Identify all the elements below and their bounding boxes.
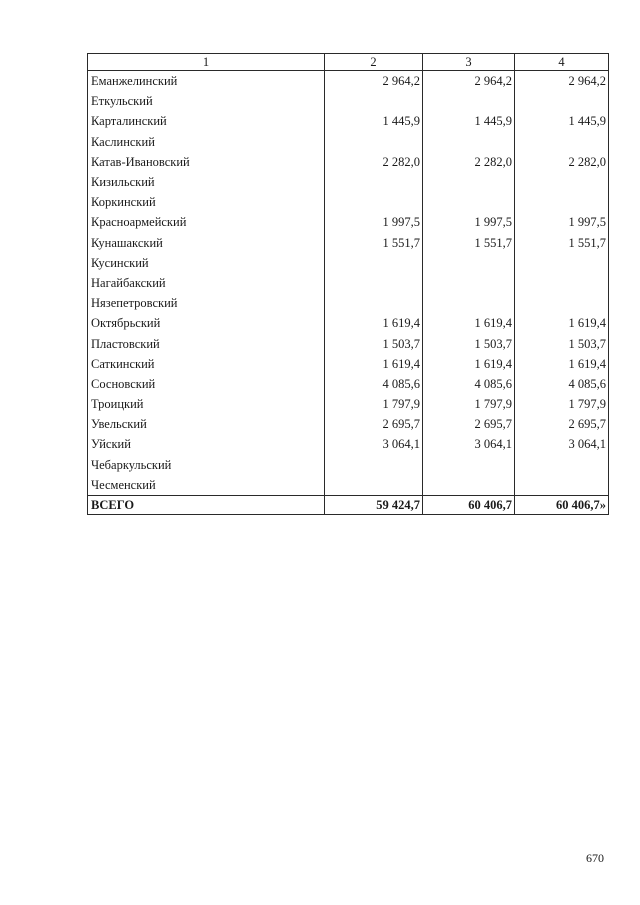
row-name-cell: Троицкий <box>88 394 325 414</box>
table-header <box>88 54 609 71</box>
row-value-col-2: 1 797,9 <box>325 394 423 414</box>
table-row <box>88 455 609 475</box>
row-value-col-2: 2 695,7 <box>325 414 423 434</box>
table-row <box>88 414 609 434</box>
row-value-col-2 <box>325 132 423 152</box>
row-value-col-3: 2 964,2 <box>423 71 515 92</box>
row-name-cell: Пластовский <box>88 333 325 353</box>
row-value-col-3: 2 695,7 <box>423 414 515 434</box>
row-value-col-3: 1 619,4 <box>423 354 515 374</box>
row-value-col-3: 1 503,7 <box>423 333 515 353</box>
row-value-col-2 <box>325 293 423 313</box>
table-row <box>88 354 609 374</box>
row-value-col-4: 1 445,9 <box>515 111 609 131</box>
row-name-cell: Карталинский <box>88 111 325 131</box>
table-row <box>88 152 609 172</box>
row-name-cell: Красноармейский <box>88 212 325 232</box>
table-row <box>88 91 609 111</box>
row-name-cell: Чебаркульский <box>88 455 325 475</box>
row-value-col-2: 1 503,7 <box>325 333 423 353</box>
table-row <box>88 374 609 394</box>
page-number: 670 <box>586 851 604 865</box>
row-value-col-4 <box>515 132 609 152</box>
row-value-col-3 <box>423 273 515 293</box>
header-row <box>88 54 609 71</box>
row-name-cell: Каслинский <box>88 132 325 152</box>
row-value-col-4: 1 997,5 <box>515 212 609 232</box>
row-name-cell: Еткульский <box>88 91 325 111</box>
row-value-col-2: 1 445,9 <box>325 111 423 131</box>
row-value-col-4: 1 503,7 <box>515 333 609 353</box>
row-value-col-2: 2 964,2 <box>325 71 423 92</box>
table-row <box>88 273 609 293</box>
table-body <box>88 71 609 515</box>
row-value-col-3: 1 797,9 <box>423 394 515 414</box>
row-value-col-2 <box>325 253 423 273</box>
row-name-cell: Нязепетровский <box>88 293 325 313</box>
row-value-col-4 <box>515 273 609 293</box>
row-value-col-3: 1 445,9 <box>423 111 515 131</box>
table-row <box>88 192 609 212</box>
row-value-col-3: 1 997,5 <box>423 212 515 232</box>
row-value-col-4: 2 695,7 <box>515 414 609 434</box>
row-value-col-2 <box>325 172 423 192</box>
row-value-col-2: 1 619,4 <box>325 313 423 333</box>
row-value-col-4: 1 551,7 <box>515 233 609 253</box>
row-value-col-2: 3 064,1 <box>325 434 423 454</box>
row-value-col-4: 1 797,9 <box>515 394 609 414</box>
row-value-col-4: 4 085,6 <box>515 374 609 394</box>
row-value-col-3 <box>423 455 515 475</box>
row-name-cell: Нагайбакский <box>88 273 325 293</box>
header-col-3: 3 <box>423 54 515 71</box>
header-col-4: 4 <box>515 54 609 71</box>
header-col-1: 1 <box>88 54 325 71</box>
row-value-col-4 <box>515 253 609 273</box>
row-name-cell: Коркинский <box>88 192 325 212</box>
row-value-col-3 <box>423 192 515 212</box>
table-row <box>88 434 609 454</box>
row-name-cell: Еманжелинский <box>88 71 325 92</box>
row-value-col-4 <box>515 475 609 496</box>
total-label: ВСЕГО <box>88 495 325 514</box>
table-row <box>88 71 609 92</box>
row-name-cell: Катав-Ивановский <box>88 152 325 172</box>
row-value-col-2: 1 551,7 <box>325 233 423 253</box>
row-value-col-3 <box>423 91 515 111</box>
table-row <box>88 233 609 253</box>
total-col-2: 59 424,7 <box>325 495 423 514</box>
row-name-cell: Кунашакский <box>88 233 325 253</box>
row-name-cell: Кизильский <box>88 172 325 192</box>
table-row <box>88 172 609 192</box>
row-value-col-4 <box>515 293 609 313</box>
table-row <box>88 111 609 131</box>
table-row <box>88 132 609 152</box>
total-col-4: 60 406,7» <box>515 495 609 514</box>
table-row <box>88 313 609 333</box>
row-value-col-4 <box>515 91 609 111</box>
row-name-cell: Саткинский <box>88 354 325 374</box>
header-col-2: 2 <box>325 54 423 71</box>
row-value-col-4: 3 064,1 <box>515 434 609 454</box>
row-value-col-2: 1 619,4 <box>325 354 423 374</box>
row-name-cell: Увельский <box>88 414 325 434</box>
row-value-col-2 <box>325 91 423 111</box>
row-value-col-2 <box>325 455 423 475</box>
budget-table <box>87 53 609 515</box>
row-value-col-3: 2 282,0 <box>423 152 515 172</box>
row-value-col-4 <box>515 172 609 192</box>
row-value-col-2: 4 085,6 <box>325 374 423 394</box>
row-value-col-2: 1 997,5 <box>325 212 423 232</box>
row-value-col-2 <box>325 475 423 496</box>
row-value-col-4 <box>515 455 609 475</box>
row-value-col-3 <box>423 253 515 273</box>
row-value-col-3: 1 619,4 <box>423 313 515 333</box>
row-name-cell: Уйский <box>88 434 325 454</box>
row-value-col-3 <box>423 132 515 152</box>
row-value-col-3: 4 085,6 <box>423 374 515 394</box>
total-row <box>88 495 609 514</box>
row-name-cell: Чесменский <box>88 475 325 496</box>
table-row <box>88 333 609 353</box>
row-value-col-4: 2 964,2 <box>515 71 609 92</box>
table-row <box>88 475 609 496</box>
total-col-3: 60 406,7 <box>423 495 515 514</box>
row-value-col-4 <box>515 192 609 212</box>
table-row <box>88 253 609 273</box>
row-value-col-3 <box>423 293 515 313</box>
row-name-cell: Кусинский <box>88 253 325 273</box>
row-value-col-2: 2 282,0 <box>325 152 423 172</box>
row-value-col-3 <box>423 475 515 496</box>
row-value-col-2 <box>325 273 423 293</box>
row-value-col-3: 1 551,7 <box>423 233 515 253</box>
row-value-col-3 <box>423 172 515 192</box>
row-value-col-3: 3 064,1 <box>423 434 515 454</box>
row-value-col-4: 1 619,4 <box>515 354 609 374</box>
table-row <box>88 394 609 414</box>
row-value-col-4: 1 619,4 <box>515 313 609 333</box>
row-value-col-2 <box>325 192 423 212</box>
row-name-cell: Октябрьский <box>88 313 325 333</box>
table-row <box>88 293 609 313</box>
row-value-col-4: 2 282,0 <box>515 152 609 172</box>
row-name-cell: Сосновский <box>88 374 325 394</box>
table-row <box>88 212 609 232</box>
